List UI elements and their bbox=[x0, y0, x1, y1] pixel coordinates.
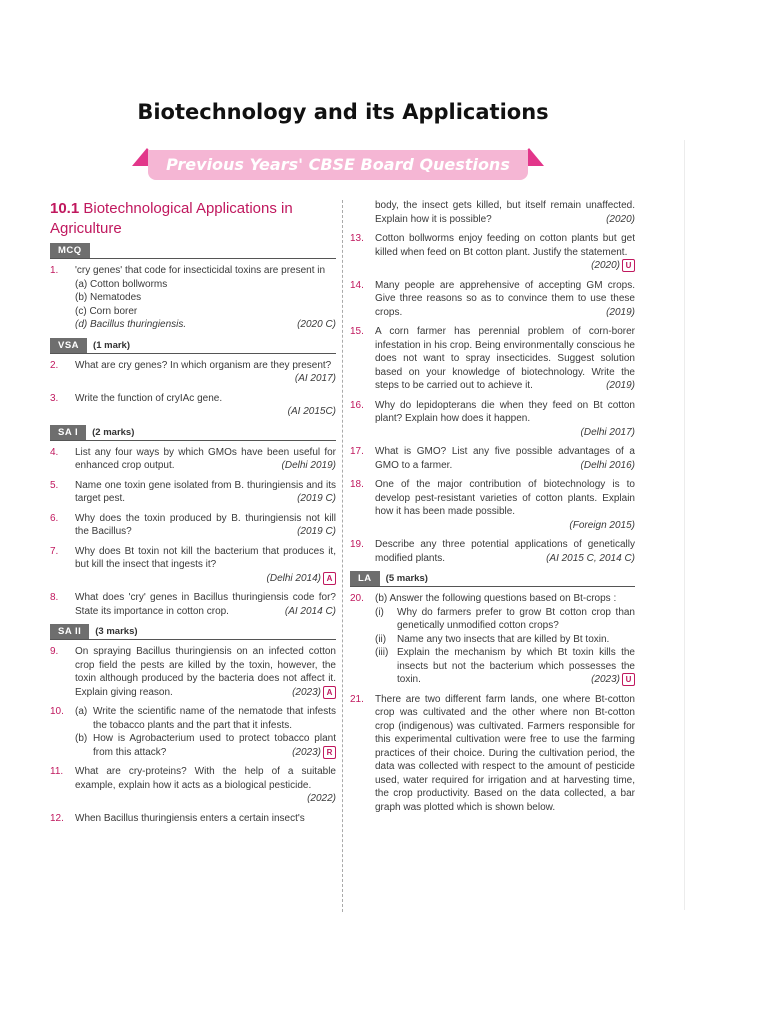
question-text: Name one toxin gene isolated from B. thuringiensis and its target pest. bbox=[75, 479, 336, 504]
section-heading bbox=[50, 199, 336, 239]
sub-question-b bbox=[75, 732, 336, 759]
question-number: 8. bbox=[50, 592, 59, 604]
question-number: 21. bbox=[350, 693, 364, 705]
question-text: Many people are apprehensive of accepting GM crops. Give three reasons so as to convince them to use these crops. bbox=[375, 279, 635, 318]
question-9 bbox=[50, 645, 336, 699]
question-12 bbox=[50, 812, 336, 826]
question-number: 11. bbox=[50, 766, 64, 778]
sub-text: Explain the mechanism by which Bt toxin kills the insects but not the bacterium which possesses the toxin. bbox=[397, 647, 635, 686]
tag-marks: (2 marks) bbox=[92, 426, 135, 438]
question-number: 14. bbox=[350, 279, 364, 291]
question-source: (AI 2015C) bbox=[287, 406, 336, 417]
question-number: 5. bbox=[50, 479, 59, 491]
question-12-continued bbox=[350, 199, 635, 226]
difficulty-badge: U bbox=[622, 673, 635, 686]
question-15 bbox=[350, 325, 635, 393]
question-6 bbox=[50, 512, 336, 539]
question-number: 6. bbox=[50, 512, 59, 524]
question-source: (2020) bbox=[591, 260, 620, 272]
question-source: (2019 C) bbox=[297, 493, 336, 504]
question-text: Describe any three potential applications of genetically modified plants. bbox=[375, 539, 635, 564]
column-divider bbox=[342, 200, 343, 912]
question-source-row bbox=[591, 673, 635, 687]
question-number: 2. bbox=[50, 359, 59, 371]
sub-label: (i) bbox=[375, 606, 384, 618]
tag-vsa bbox=[50, 338, 336, 354]
question-19 bbox=[350, 538, 635, 565]
question-number: 10. bbox=[50, 706, 64, 718]
sub-text: Why do farmers prefer to grow Bt cotton crop than genetically unmodified cotton crops? bbox=[397, 606, 635, 632]
sub-text: Write the scientific name of the nematode that infests the tobacco plants and the part that it infests. bbox=[93, 706, 336, 731]
question-text: What are cry genes? In which organism are they present? bbox=[75, 359, 332, 371]
question-text: What is GMO? List any five possible advantages of a GMO to a farmer. bbox=[375, 446, 635, 471]
question-source: (2022) bbox=[307, 793, 336, 805]
section-number: 10.1 bbox=[50, 200, 80, 217]
question-source: (2019 C) bbox=[297, 526, 336, 537]
question-number: 18. bbox=[350, 479, 364, 491]
left-column bbox=[50, 199, 336, 831]
question-10 bbox=[50, 705, 336, 759]
option-d bbox=[75, 318, 336, 332]
question-text: There are two different farm lands, one where Bt-cotton crop was cultivated and the other where non Bt-cotton crop (indigenous) was cultivated. Farmers responsible for this experimental cultivation were free to use the farming practices of their choice. During the cultivation period, the data was collected with respect to the amount of pesticide used, water required for irrigation and at harvesting time, the crop productivity. Based on the data collected, a bar graph was plotted which is shown below. bbox=[375, 693, 635, 813]
question-number: 12. bbox=[50, 812, 64, 824]
question-source: (2023) bbox=[292, 686, 321, 698]
question-8 bbox=[50, 591, 336, 618]
question-text: Write the function of cryIAc gene. bbox=[75, 392, 223, 404]
question-text: Why does Bt toxin not kill the bacterium that produces it, but kill the insect that ingests it? bbox=[75, 545, 336, 570]
sub-label: (b) bbox=[75, 733, 88, 745]
question-source: (2023) bbox=[591, 674, 620, 686]
question-text: When Bacillus thuringiensis enters a certain insect's bbox=[75, 812, 305, 824]
question-number: 7. bbox=[50, 545, 59, 557]
question-text: Cotton bollworms enjoy feeding on cotton plants but get killed when feed on Bt cotton plant. Justify the statement. bbox=[375, 233, 635, 258]
sub-question-a bbox=[75, 705, 336, 732]
question-source: (Delhi 2016) bbox=[580, 459, 635, 471]
question-number: 13. bbox=[350, 233, 364, 244]
question-20 bbox=[350, 592, 635, 687]
question-source: (2023) bbox=[292, 746, 321, 758]
question-text: One of the major contribution of biotechnology is to develop pest-resistant varieties of cotton plants. Explain how it has been made possible. bbox=[375, 479, 635, 518]
sub-text: How is Agrobacterium used to protect tobacco plant from this attack? bbox=[93, 733, 336, 758]
question-7 bbox=[50, 545, 336, 586]
question-number: 9. bbox=[50, 646, 59, 658]
tag-sa2 bbox=[50, 624, 336, 640]
tag-name: SA II bbox=[50, 624, 89, 639]
tag-marks: (1 mark) bbox=[93, 339, 131, 351]
difficulty-badge: R bbox=[323, 746, 336, 759]
question-text: Why do lepidopterans die when they feed on Bt cotton plant? Explain how does it happen. bbox=[375, 399, 635, 425]
question-text: A corn farmer has perennial problem of corn-borer infestation in his crop. Being environmentally conscious he does not want to spray insecticides. Suggest solution based on your knowledge of biotechnology. Write the steps to be carried out to achieve it. bbox=[375, 326, 635, 392]
sub-question-i bbox=[375, 606, 635, 633]
question-3 bbox=[50, 392, 336, 419]
question-1 bbox=[50, 264, 336, 332]
tag-name: LA bbox=[350, 571, 380, 586]
question-text: List any four ways by which GMOs have been useful for enhanced crop output. bbox=[75, 446, 336, 471]
question-number: 3. bbox=[50, 392, 59, 404]
question-number: 17. bbox=[350, 446, 364, 458]
question-source: (AI 2015 C, 2014 C) bbox=[546, 552, 635, 564]
option-a: (a) Cotton bollworms bbox=[75, 278, 168, 290]
sub-text: Name any two insects that are killed by Bt toxin. bbox=[397, 633, 610, 645]
option-b: (b) Nematodes bbox=[75, 292, 142, 303]
question-text-continued: body, the insect gets killed, but itself remain unaffected. Explain how it is possible? bbox=[375, 200, 635, 225]
question-text: 'cry genes' that code for insecticidal toxins are present in bbox=[75, 265, 326, 276]
question-number: 20. bbox=[350, 593, 364, 605]
question-source-row bbox=[292, 746, 336, 760]
question-4 bbox=[50, 446, 336, 473]
tag-marks: (5 marks) bbox=[385, 573, 428, 585]
difficulty-badge: U bbox=[622, 259, 635, 272]
question-source: (Delhi 2017) bbox=[580, 426, 635, 438]
section-banner bbox=[128, 146, 548, 182]
tag-mcq bbox=[50, 243, 336, 259]
right-column bbox=[350, 199, 635, 820]
question-source-row bbox=[591, 259, 635, 273]
tag-name: MCQ bbox=[50, 243, 90, 258]
page-title: Biotechnology and its Applications bbox=[137, 100, 549, 124]
option-c: (c) Corn borer bbox=[75, 305, 138, 317]
question-number: 19. bbox=[350, 539, 364, 551]
question-13 bbox=[350, 232, 635, 273]
question-11 bbox=[50, 765, 336, 806]
page-edge-line bbox=[684, 140, 685, 910]
question-number: 16. bbox=[350, 399, 364, 411]
question-17 bbox=[350, 445, 635, 472]
question-text: On spraying Bacillus thuringiensis on an infected cotton crop field the pests are killed by the toxin, however, the toxin although produced by the bacteria does not affect it. Explain giving reason. bbox=[75, 646, 336, 698]
section-title: Biotechnological Applications in Agriculture bbox=[50, 200, 293, 237]
option-d-text: (d) Bacillus thuringiensis. bbox=[75, 319, 187, 330]
difficulty-badge: A bbox=[323, 686, 336, 699]
question-source-row bbox=[292, 686, 336, 700]
tag-la bbox=[350, 571, 635, 587]
tag-marks: (3 marks) bbox=[95, 626, 138, 638]
question-source-row bbox=[75, 572, 336, 586]
question-source: (2020 C) bbox=[297, 319, 336, 330]
question-source: (AI 2014 C) bbox=[284, 605, 336, 617]
sub-label: (iii) bbox=[375, 647, 389, 659]
question-2 bbox=[50, 359, 336, 386]
question-source: (Foreign 2015) bbox=[569, 519, 635, 531]
question-text: What does 'cry' genes in Bacillus thuringiensis code for? State its importance in cotton crop. bbox=[75, 592, 336, 617]
question-number: 15. bbox=[350, 326, 364, 338]
question-number: 1. bbox=[50, 265, 59, 276]
question-source: (2020) bbox=[606, 213, 635, 225]
question-18 bbox=[350, 478, 635, 532]
banner-title: Previous Years' CBSE Board Questions bbox=[148, 150, 528, 180]
sub-question-ii bbox=[375, 633, 635, 647]
question-14 bbox=[350, 279, 635, 320]
question-source: (Delhi 2019) bbox=[281, 460, 336, 471]
question-source: (AI 2017) bbox=[294, 373, 336, 384]
question-source: (2019) bbox=[606, 306, 635, 318]
question-5 bbox=[50, 479, 336, 506]
question-source: (2019) bbox=[606, 380, 635, 392]
question-text: Why does the toxin produced by B. thuringiensis not kill the Bacillus? bbox=[75, 512, 336, 537]
question-16 bbox=[350, 399, 635, 440]
tag-name: VSA bbox=[50, 338, 87, 353]
tag-name: SA I bbox=[50, 425, 86, 440]
question-text: What are cry-proteins? With the help of a suitable example, explain how it acts as a biological pesticide. bbox=[75, 766, 336, 791]
question-number: 4. bbox=[50, 446, 59, 458]
question-21 bbox=[350, 693, 635, 815]
tag-sa1 bbox=[50, 425, 336, 441]
sub-label: (ii) bbox=[375, 633, 387, 645]
sub-label: (a) bbox=[75, 706, 88, 718]
question-intro: (b) Answer the following questions based on Bt-crops : bbox=[375, 593, 617, 605]
question-source: (Delhi 2014) bbox=[266, 572, 321, 584]
sub-question-iii bbox=[375, 646, 635, 687]
difficulty-badge: A bbox=[323, 572, 336, 585]
